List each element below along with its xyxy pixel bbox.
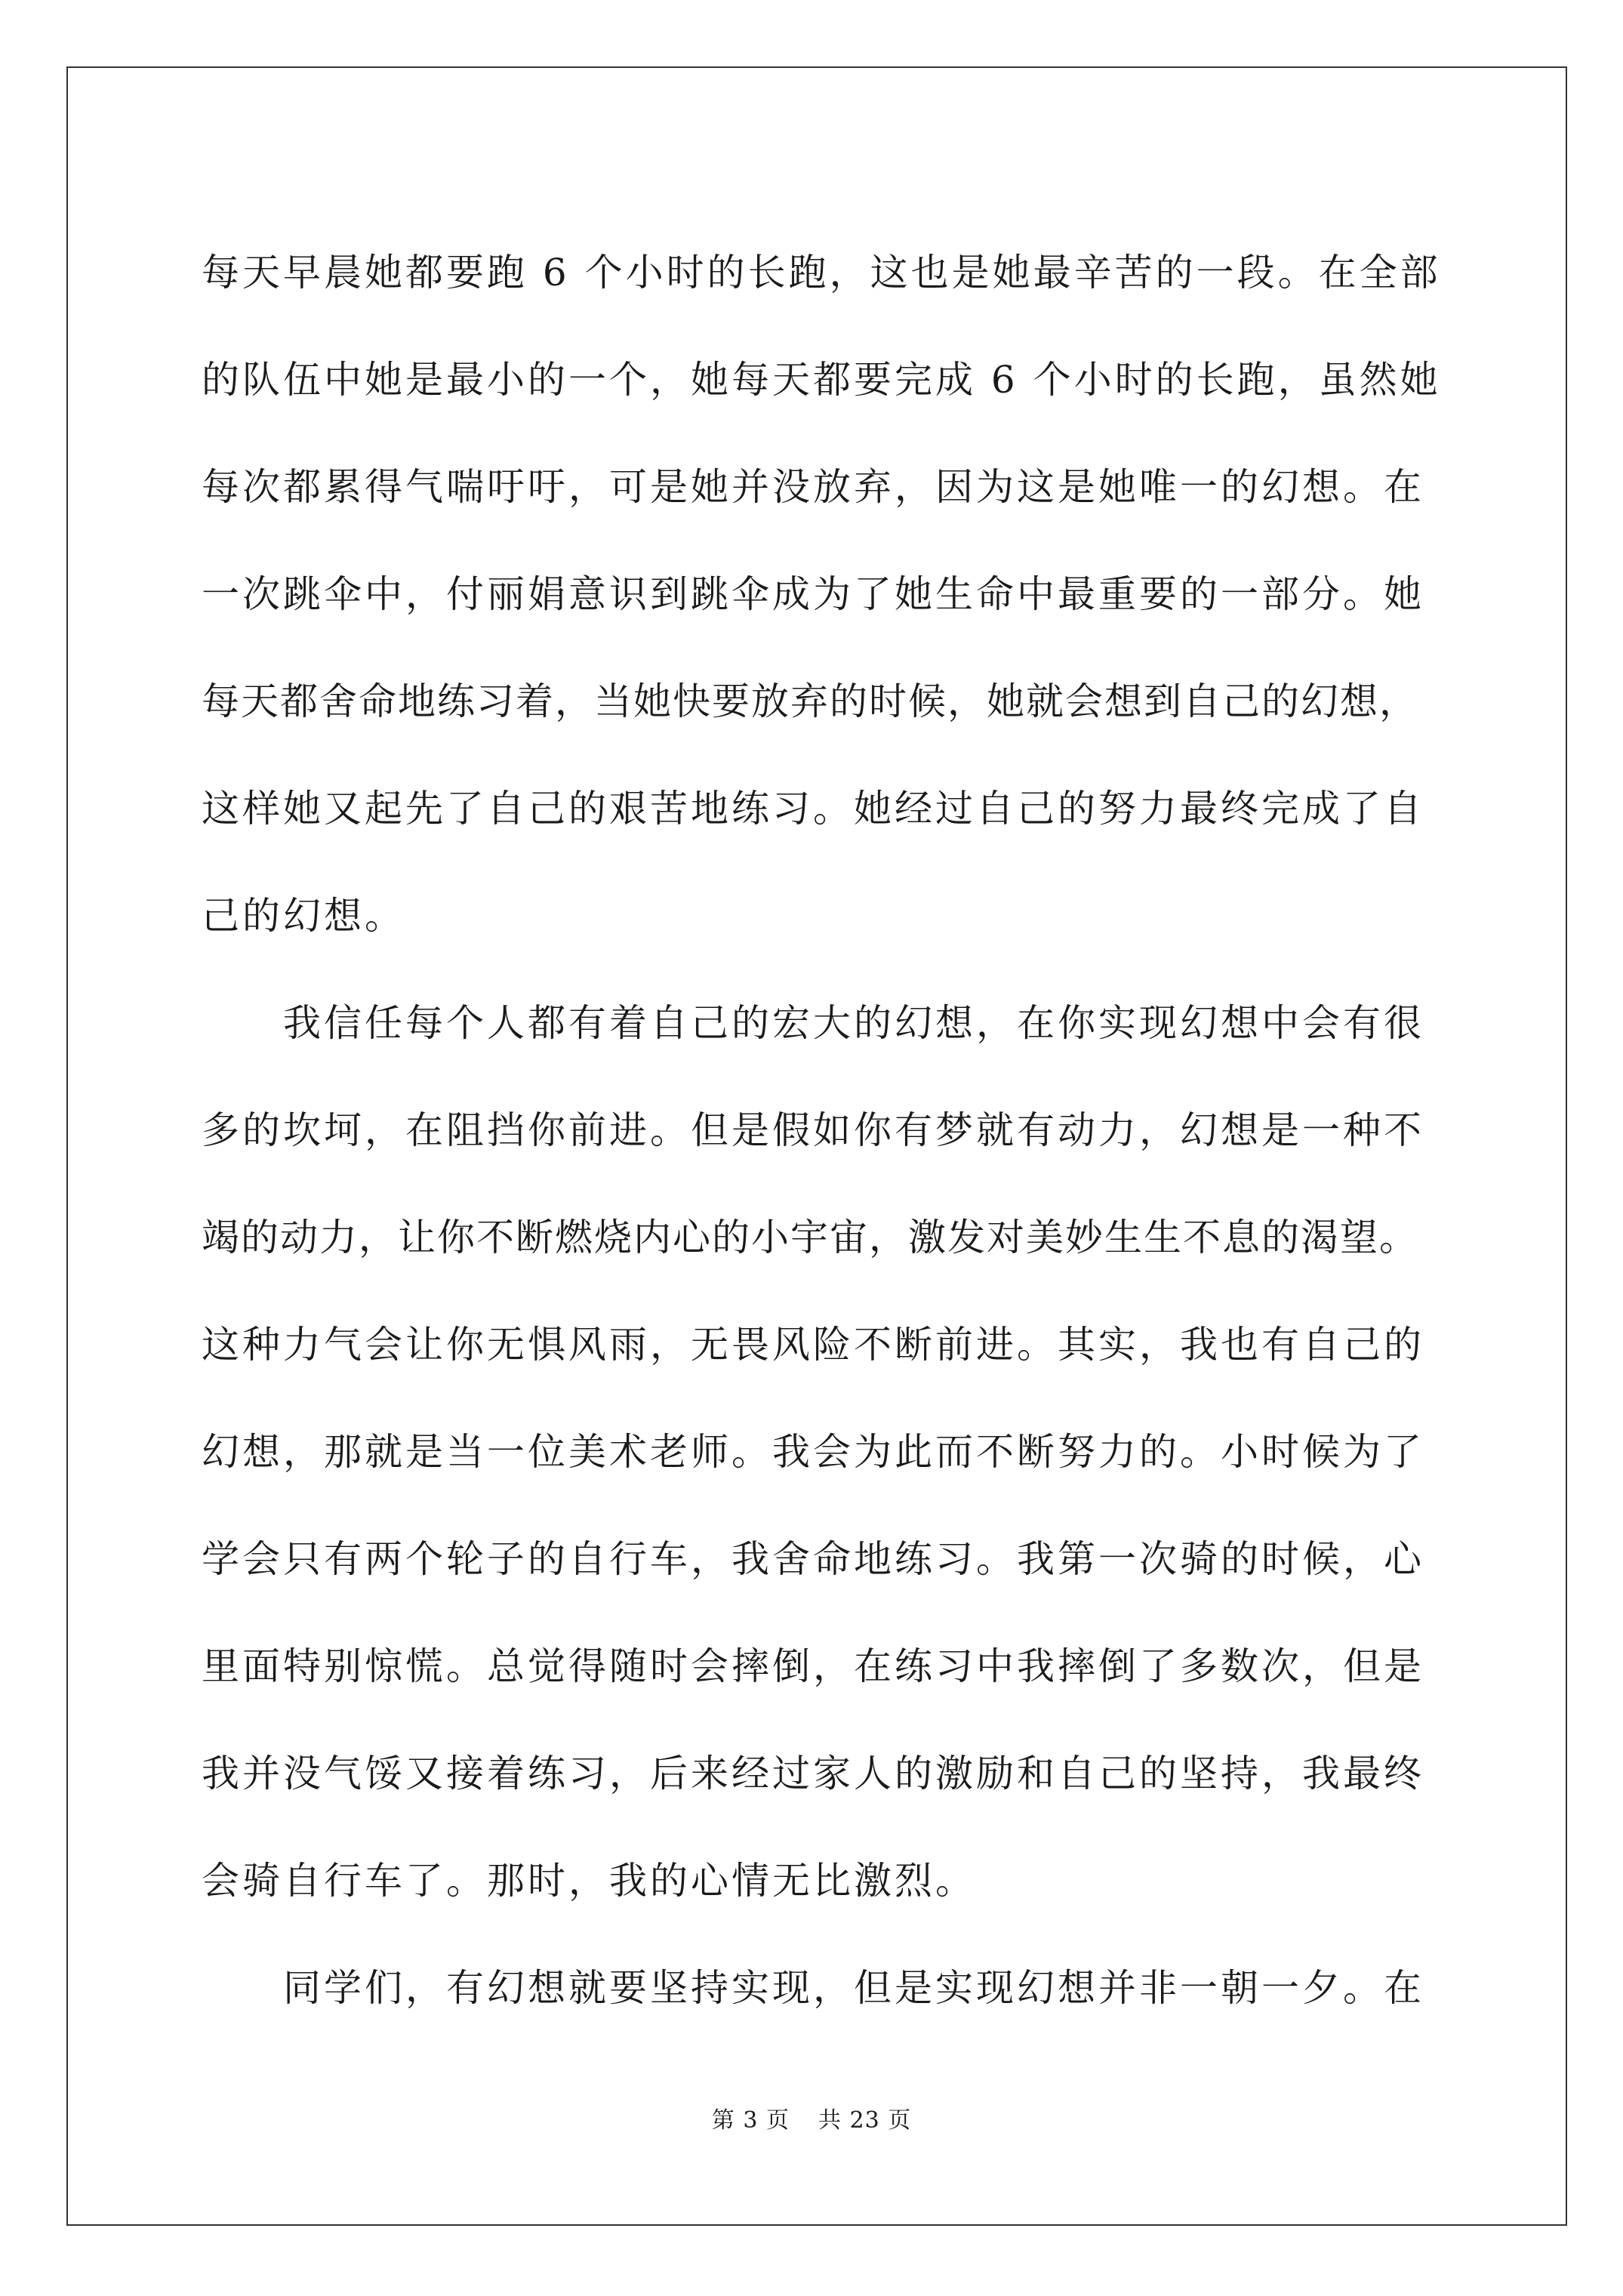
text-line: 的队伍中她是最小的一个，她每天都要完成 6 个小时的长跑，虽然她 [202,358,1441,402]
text-line: 己的幻想。 [202,894,405,938]
document-body [202,219,1440,2042]
text-line: 里面特别惊慌。总觉得随时会摔倒，在练习中我摔倒了多数次，但是 [202,1644,1424,1688]
text-line: 每天都舍命地练习着，当她快要放弃的时候，她就会想到自己的幻想， [202,680,1418,723]
paragraph-start-line: 我信任每个人都有着自己的宏大的幻想，在你实现幻想中会有很 [283,1001,1424,1045]
text-line: 我并没气馁又接着练习，后来经过家人的激励和自己的坚持，我最终 [202,1752,1424,1795]
text-line: 竭的动力，让你不断燃烧内心的小宇宙，激发对美妙生生不息的渴望。 [202,1216,1418,1259]
page-number-current: 第 3 页 [711,2107,790,2134]
page-number-total: 共 23 页 [818,2107,912,2134]
text-line: 一次跳伞中，付丽娟意识到跳伞成为了她生命中最重要的一部分。她 [202,572,1424,616]
text-line: 幻想，那就是当一位美术老师。我会为此而不断努力的。小时候为了 [202,1430,1424,1474]
page-footer [0,2101,1623,2134]
text-line: 这种力气会让你无惧风雨，无畏风险不断前进。其实，我也有自己的 [202,1323,1424,1367]
text-line: 每次都累得气喘吁吁，可是她并没放弃，因为这是她唯一的幻想。在 [202,465,1424,509]
text-line: 会骑自行车了。那时，我的心情无比激烈。 [202,1859,976,1903]
text-line: 每天早晨她都要跑 6 个小时的长跑，这也是她最辛苦的一段。在全部 [202,251,1441,294]
text-line: 学会只有两个轮子的自行车，我舍命地练习。我第一次骑的时候，心 [202,1537,1424,1581]
text-line: 这样她又起先了自己的艰苦地练习。她经过自己的努力最终完成了自 [202,787,1424,831]
paragraph-start-line: 同学们，有幻想就要坚持实现，但是实现幻想并非一朝一夕。在 [283,1966,1424,2010]
text-line: 多的坎坷，在阻挡你前进。但是假如你有梦就有动力，幻想是一种不 [202,1108,1424,1152]
